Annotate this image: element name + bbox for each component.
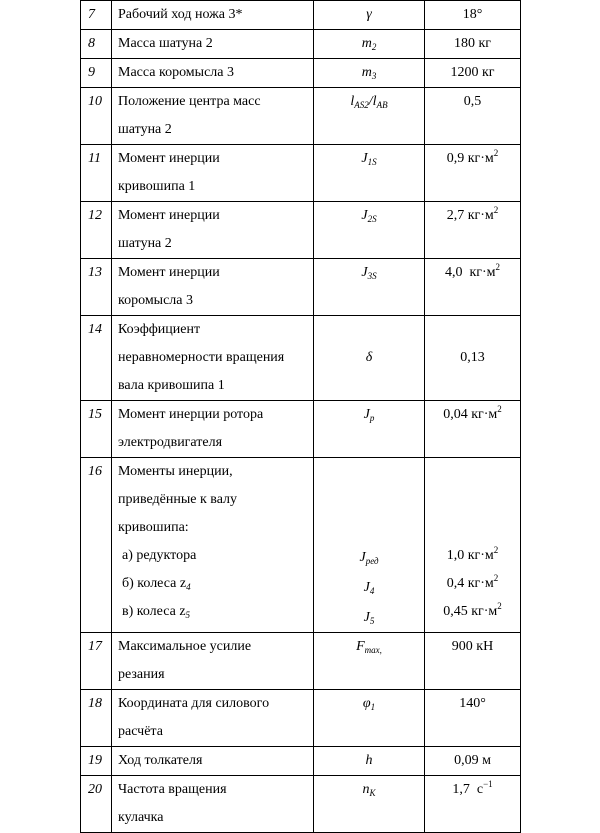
parameter-symbol: $J_{2S}$ — [314, 202, 425, 259]
parameter-value: 0,09 м — [425, 747, 521, 776]
parameter-symbol: $F_{max,}$ — [314, 633, 425, 690]
parameter-name: Моменты инерции, приведённые к валу кривошипа: а) редуктора б) колеса $z_4$ в) колеса $z_5$ — [112, 458, 314, 633]
parameter-symbol: $n_K$ — [314, 776, 425, 833]
row-number: 18 — [81, 690, 112, 747]
parameter-name: Положение центра масс шатуна 2 — [112, 88, 314, 145]
parameter-value: 18° — [425, 1, 521, 30]
row-number: 16 — [81, 458, 112, 633]
row-number: 11 — [81, 145, 112, 202]
parameter-symbol: $m_2$ — [314, 30, 425, 59]
parameter-name: Момент инерции шатуна 2 — [112, 202, 314, 259]
table-row — [81, 88, 521, 145]
parameters-table — [80, 0, 521, 833]
parameter-symbol: $m_3$ — [314, 59, 425, 88]
table-row — [81, 59, 521, 88]
parameter-value: 0,04 $кг\cdot м^2$ — [425, 401, 521, 458]
table-row — [81, 202, 521, 259]
parameter-symbol: $l_{AS2}/l_{AB}$ — [314, 88, 425, 145]
row-number: 8 — [81, 30, 112, 59]
parameter-symbol: $J_{ред}$ $J_4$ $J_5$ — [314, 458, 425, 633]
table-row — [81, 259, 521, 316]
parameter-name: Координата для силового расчёта — [112, 690, 314, 747]
parameter-value: 4,0 $кг\cdot м^2$ — [425, 259, 521, 316]
table-row — [81, 633, 521, 690]
row-number: 10 — [81, 88, 112, 145]
parameter-name: Рабочий ход ножа 3* — [112, 1, 314, 30]
row-number: 17 — [81, 633, 112, 690]
row-number: 13 — [81, 259, 112, 316]
parameter-name: Масса коромысла 3 — [112, 59, 314, 88]
parameter-value: 180 кг — [425, 30, 521, 59]
table-row — [81, 690, 521, 747]
row-number: 15 — [81, 401, 112, 458]
parameter-value: 0,9 $кг\cdot м^2$ — [425, 145, 521, 202]
parameter-value: 1200 кг — [425, 59, 521, 88]
parameter-symbol: $J_{1S}$ — [314, 145, 425, 202]
parameter-name: Ход толкателя — [112, 747, 314, 776]
parameter-name: Момент инерции кривошипа 1 — [112, 145, 314, 202]
parameter-symbol: h — [314, 747, 425, 776]
parameter-symbol: $J_{3S}$ — [314, 259, 425, 316]
subitem-label: б) колеса $z_4$ — [122, 576, 191, 592]
parameter-value: 1,7 $c^{-1}$ — [425, 776, 521, 833]
row-number: 20 — [81, 776, 112, 833]
subitem-label: а) редуктора — [122, 548, 197, 563]
parameter-name: Момент инерции ротора электродвигателя — [112, 401, 314, 458]
subitem-label: в) колеса $z_5$ — [122, 604, 191, 620]
table-row — [81, 401, 521, 458]
parameter-value: 2,7 $кг\cdot м^2$ — [425, 202, 521, 259]
parameter-name: Момент инерции коромысла 3 — [112, 259, 314, 316]
parameter-symbol: γ — [314, 1, 425, 30]
parameter-symbol: $J_p$ — [314, 401, 425, 458]
parameter-name: Коэффициент неравномерности вращения вала кривошипа 1 — [112, 316, 314, 401]
parameter-value: 1,0 $кг\cdot м^2$ 0,4 $кг\cdot м^2$ 0,45 $кг\cdot м^2$ — [425, 458, 521, 633]
table-row — [81, 776, 521, 833]
table-row — [81, 747, 521, 776]
parameter-symbol: $\varphi_1$ — [314, 690, 425, 747]
parameter-symbol: δ — [314, 316, 425, 401]
table-row — [81, 145, 521, 202]
row-number: 19 — [81, 747, 112, 776]
parameter-name: Масса шатуна 2 — [112, 30, 314, 59]
parameter-value: 0,13 — [425, 316, 521, 401]
table-row — [81, 316, 521, 401]
parameter-name: Частота вращения кулачка — [112, 776, 314, 833]
row-number: 9 — [81, 59, 112, 88]
table-row — [81, 458, 521, 633]
row-number: 7 — [81, 1, 112, 30]
row-number: 14 — [81, 316, 112, 401]
row-number: 12 — [81, 202, 112, 259]
table-row — [81, 30, 521, 59]
parameter-value: 900 кН — [425, 633, 521, 690]
parameter-name: Максимальное усилие резания — [112, 633, 314, 690]
parameter-value: 140° — [425, 690, 521, 747]
table-row — [81, 1, 521, 30]
parameter-value: 0,5 — [425, 88, 521, 145]
